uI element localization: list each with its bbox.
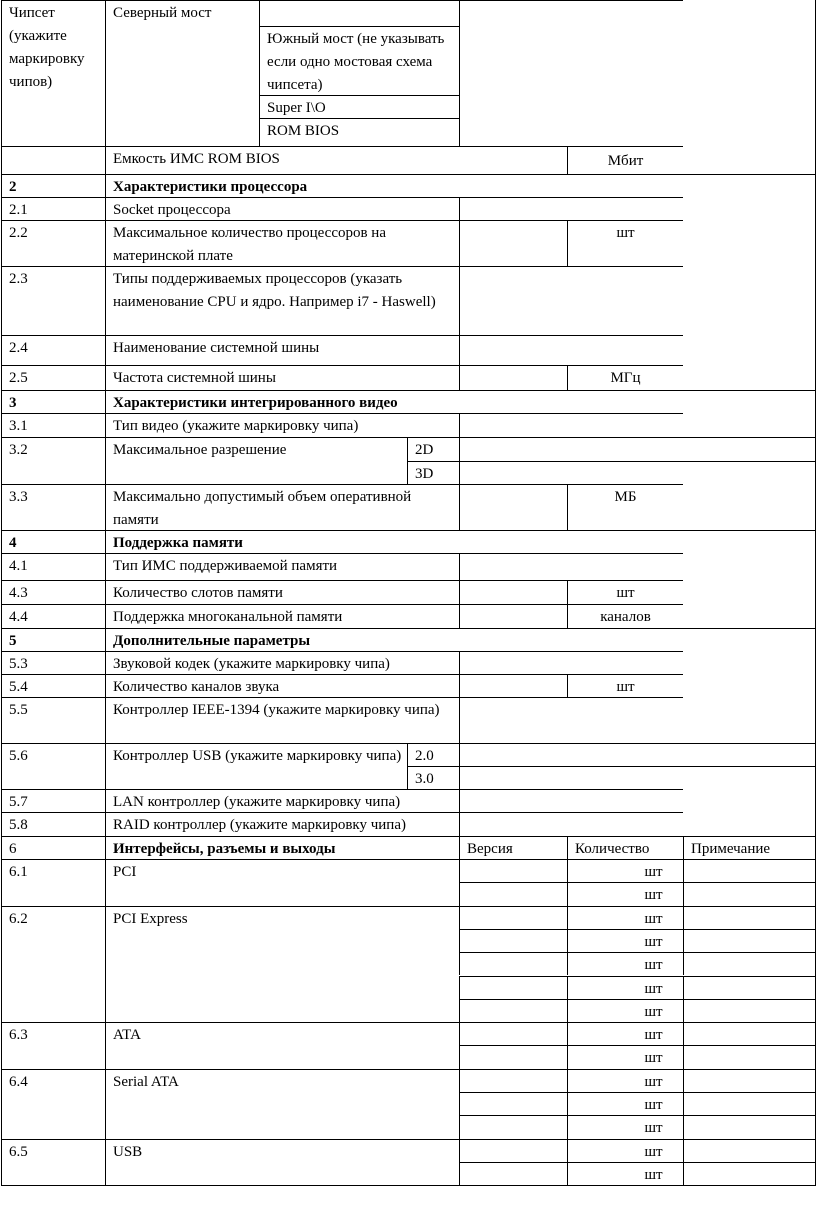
- interface-quantity-value[interactable]: [567, 1092, 624, 1115]
- row-number: 2.2: [1, 220, 105, 266]
- row-value[interactable]: [459, 365, 567, 390]
- row-value[interactable]: [459, 812, 683, 836]
- row-value[interactable]: [459, 461, 815, 484]
- section-title: Характеристики интегрированного видео: [105, 390, 815, 413]
- section-title: Интерфейсы, разъемы и выходы: [105, 836, 459, 859]
- interface-unit: шт: [624, 1162, 683, 1185]
- section-number: 5: [1, 628, 105, 651]
- row-label: Socket процессора: [105, 197, 459, 220]
- row-number: 4.3: [1, 580, 105, 604]
- row-value[interactable]: [459, 743, 815, 766]
- super-io-label: Super I\O: [259, 95, 459, 118]
- interface-version-value[interactable]: [459, 976, 567, 999]
- interface-quantity-value[interactable]: [567, 859, 624, 882]
- row-number: 5.6: [1, 743, 105, 789]
- interface-note-value[interactable]: [683, 1022, 815, 1045]
- row-label: Наименование системной шины: [105, 335, 459, 365]
- interface-quantity-value[interactable]: [567, 952, 624, 975]
- rom-bios-value[interactable]: [459, 118, 683, 146]
- row-unit: шт: [567, 220, 683, 266]
- section-title: Дополнительные параметры: [105, 628, 815, 651]
- interface-unit: шт: [624, 1045, 683, 1068]
- interface-note-value[interactable]: [683, 976, 815, 999]
- interface-quantity-value[interactable]: [567, 906, 624, 929]
- interface-version-value[interactable]: [459, 1115, 567, 1138]
- interface-number: 6.4: [1, 1069, 105, 1139]
- row-unit: шт: [567, 580, 683, 604]
- row-unit: шт: [567, 674, 683, 697]
- row-number: 5.3: [1, 651, 105, 674]
- row-label: Количество слотов памяти: [105, 580, 459, 604]
- rom-capacity-label: Емкость ИМС ROM BIOS: [105, 146, 567, 174]
- row-sub-label: 2.0: [407, 743, 459, 766]
- interface-version-value[interactable]: [459, 1139, 567, 1162]
- interface-quantity-value[interactable]: [567, 1045, 624, 1068]
- interface-quantity-value[interactable]: [567, 1162, 624, 1185]
- south-bridge-label: Южный мост (не указывать если одно мостовая схема чипсета): [259, 26, 459, 95]
- interface-quantity-value[interactable]: [567, 999, 624, 1022]
- interface-number: 6.2: [1, 906, 105, 1023]
- row-value[interactable]: [459, 197, 683, 220]
- row-sub-label: 3D: [407, 461, 459, 484]
- column-header-note: Примечание: [683, 836, 815, 859]
- section-number: 3: [1, 390, 105, 413]
- row-label: Контроллер USB (укажите маркировку чипа): [105, 743, 407, 789]
- row-sub-label: 3.0: [407, 766, 459, 789]
- row-label: Максимальное разрешение: [105, 437, 407, 484]
- row-value[interactable]: [459, 766, 815, 789]
- interface-label: PCI Express: [105, 906, 459, 1023]
- interface-unit: шт: [624, 976, 683, 999]
- interface-quantity-value[interactable]: [567, 1069, 624, 1092]
- column-header-quantity: Количество: [567, 836, 683, 859]
- row-label: Максимальное количество процессоров на материнской плате: [105, 220, 459, 266]
- row-value[interactable]: [459, 604, 567, 628]
- row-number: 2.1: [1, 197, 105, 220]
- interface-number: 6.5: [1, 1139, 105, 1186]
- row-value[interactable]: [459, 553, 683, 580]
- row-value[interactable]: [459, 580, 567, 604]
- row-number: 5.5: [1, 697, 105, 743]
- interface-number: 6.3: [1, 1022, 105, 1069]
- row-label: Тип ИМС поддерживаемой памяти: [105, 553, 459, 580]
- section-number: 6: [1, 836, 105, 859]
- row-label: Контроллер IEEE-1394 (укажите маркировку чипа): [105, 697, 459, 743]
- row-value[interactable]: [459, 789, 683, 812]
- row-label: RAID контроллер (укажите маркировку чипа): [105, 812, 459, 836]
- section-number: 4: [1, 530, 105, 553]
- interface-number: 6.1: [1, 859, 105, 906]
- interface-unit: шт: [624, 1069, 683, 1092]
- interface-note-value[interactable]: [683, 1162, 815, 1185]
- north-bridge-value[interactable]: [259, 0, 459, 26]
- interface-label: Serial ATA: [105, 1069, 459, 1139]
- interface-quantity-value[interactable]: [567, 929, 624, 952]
- row-value[interactable]: [459, 437, 815, 461]
- interface-version-value[interactable]: [459, 1092, 567, 1115]
- row-unit: МБ: [567, 484, 683, 530]
- section-title: Поддержка памяти: [105, 530, 815, 553]
- interface-version-value[interactable]: [459, 859, 567, 882]
- row-label: Частота системной шины: [105, 365, 459, 390]
- row-value[interactable]: [459, 413, 683, 437]
- interface-quantity-value[interactable]: [567, 1139, 624, 1162]
- column-header-version: Версия: [459, 836, 567, 859]
- row-sub-label: 2D: [407, 437, 459, 461]
- row-value[interactable]: [459, 697, 683, 743]
- interface-note-value[interactable]: [683, 999, 815, 1022]
- row-label: Поддержка многоканальной памяти: [105, 604, 459, 628]
- north-bridge-value-2[interactable]: [459, 0, 683, 26]
- interface-version-value[interactable]: [459, 906, 567, 929]
- row-value[interactable]: [459, 484, 567, 530]
- interface-note-value[interactable]: [683, 1139, 815, 1162]
- interface-unit: шт: [624, 859, 683, 882]
- interface-version-value[interactable]: [459, 1022, 567, 1045]
- interface-unit: шт: [624, 1139, 683, 1162]
- interface-note-value[interactable]: [683, 906, 815, 929]
- interface-note-value[interactable]: [683, 1115, 815, 1138]
- interface-version-value[interactable]: [459, 1045, 567, 1068]
- interface-unit: шт: [624, 1092, 683, 1115]
- row-number: 3.1: [1, 413, 105, 437]
- chipset-label: Чипсет (укажите маркировку чипов): [1, 0, 105, 146]
- interface-note-value[interactable]: [683, 1092, 815, 1115]
- interface-note-value[interactable]: [683, 859, 815, 882]
- interface-note-value[interactable]: [683, 1069, 815, 1092]
- row-value[interactable]: [459, 674, 567, 697]
- interface-version-value[interactable]: [459, 929, 567, 952]
- row-number: 2.4: [1, 335, 105, 365]
- row-label: Тип видео (укажите маркировку чипа): [105, 413, 459, 437]
- row-value[interactable]: [459, 651, 683, 674]
- interface-unit: шт: [624, 882, 683, 905]
- interface-note-value[interactable]: [683, 882, 815, 905]
- row-unit: каналов: [567, 604, 683, 628]
- interface-version-value[interactable]: [459, 1069, 567, 1092]
- row-label: Типы поддерживаемых процессоров (указать наименование CPU и ядро. Например i7 - Haswell): [105, 266, 459, 335]
- row-number: 5.7: [1, 789, 105, 812]
- row-number: 5.4: [1, 674, 105, 697]
- interface-version-value[interactable]: [459, 952, 567, 975]
- table-cell: [1, 146, 105, 174]
- row-number: 2.3: [1, 266, 105, 335]
- interface-note-value[interactable]: [683, 1045, 815, 1068]
- row-value[interactable]: [459, 266, 683, 335]
- interface-note-value[interactable]: [683, 952, 815, 975]
- interface-unit: шт: [624, 999, 683, 1022]
- interface-version-value[interactable]: [459, 882, 567, 905]
- rom-bios-label: ROM BIOS: [259, 118, 459, 146]
- interface-unit: шт: [624, 929, 683, 952]
- south-bridge-value[interactable]: [459, 26, 683, 95]
- row-number: 5.8: [1, 812, 105, 836]
- interface-version-value[interactable]: [459, 999, 567, 1022]
- row-number: 4.4: [1, 604, 105, 628]
- row-label: LAN контроллер (укажите маркировку чипа): [105, 789, 459, 812]
- interface-unit: шт: [624, 1022, 683, 1045]
- interface-unit: шт: [624, 952, 683, 975]
- interface-unit: шт: [624, 906, 683, 929]
- interface-note-value[interactable]: [683, 929, 815, 952]
- interface-label: USB: [105, 1139, 459, 1186]
- interface-quantity-value[interactable]: [567, 1115, 624, 1138]
- row-number: 3.3: [1, 484, 105, 530]
- interface-label: PCI: [105, 859, 459, 906]
- row-value[interactable]: [459, 335, 683, 365]
- row-label: Количество каналов звука: [105, 674, 459, 697]
- row-label: Максимально допустимый объем оперативной памяти: [105, 484, 459, 530]
- row-number: 2.5: [1, 365, 105, 390]
- super-io-value[interactable]: [459, 95, 683, 118]
- interface-quantity-value[interactable]: [567, 1022, 624, 1045]
- section-title: Характеристики процессора: [105, 174, 815, 197]
- row-number: 3.2: [1, 437, 105, 484]
- interface-quantity-value[interactable]: [567, 882, 624, 905]
- row-number: 4.1: [1, 553, 105, 580]
- interface-version-value[interactable]: [459, 1162, 567, 1185]
- row-value[interactable]: [459, 220, 567, 266]
- rom-capacity-unit: Мбит: [567, 146, 683, 174]
- table-bottom-border: [1, 1185, 816, 1186]
- row-unit: МГц: [567, 365, 683, 390]
- interface-quantity-value[interactable]: [567, 976, 624, 999]
- north-bridge-label: Северный мост: [105, 0, 259, 146]
- row-label: Звуковой кодек (укажите маркировку чипа): [105, 651, 459, 674]
- interface-unit: шт: [624, 1115, 683, 1138]
- interface-label: ATA: [105, 1022, 459, 1069]
- section-number: 2: [1, 174, 105, 197]
